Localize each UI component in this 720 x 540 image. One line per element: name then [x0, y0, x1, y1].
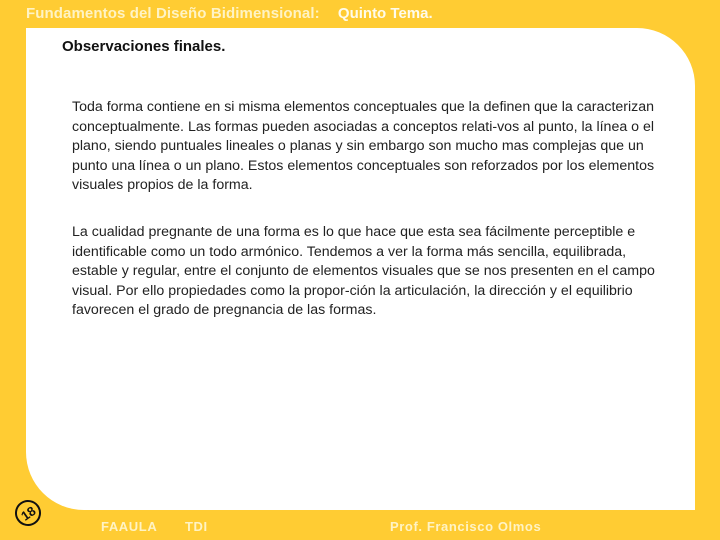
- topic-title: Quinto Tema.: [337, 5, 433, 22]
- body-paragraph: La cualidad pregnante de una forma es lo que hace que esta sea fácilmente perceptible e identificable como un todo armónico. Tendemos a ver la forma más sencilla, equilibrada, estable y regular, entre el conjunto de elementos visuales que se nos presenten en el campo visual. Por ello propiedades como la propor-ción la articulación, la dirección y el equilibrio favorecen el grado de pregnancia de las formas.: [72, 224, 655, 318]
- footer-school: FAAULA: [101, 519, 158, 534]
- footer-teacher: Prof. Francisco Olmos: [390, 519, 542, 534]
- footer-subject: TDI: [185, 519, 208, 534]
- course-title: Fundamentos del Diseño Bidimensional:: [26, 5, 320, 22]
- section-title: Observaciones finales.: [62, 38, 226, 55]
- slide-header: [26, 5, 433, 25]
- slide-number-badge: [10, 495, 46, 531]
- slide-number-label: 18: [17, 502, 39, 524]
- body-paragraph: Toda forma contiene en si misma elementos conceptuales que la definen que la caracterizan conceptualmente. Las formas pueden asociadas a conceptos relati-vos al punto, la línea o el plano, siendo puntuales lineales o planas y sin embargo son mucho mas complejas que un punto una línea o un plano. Estos elementos conceptuales son reforzados por los elementos visuales propios de la forma.: [72, 99, 655, 193]
